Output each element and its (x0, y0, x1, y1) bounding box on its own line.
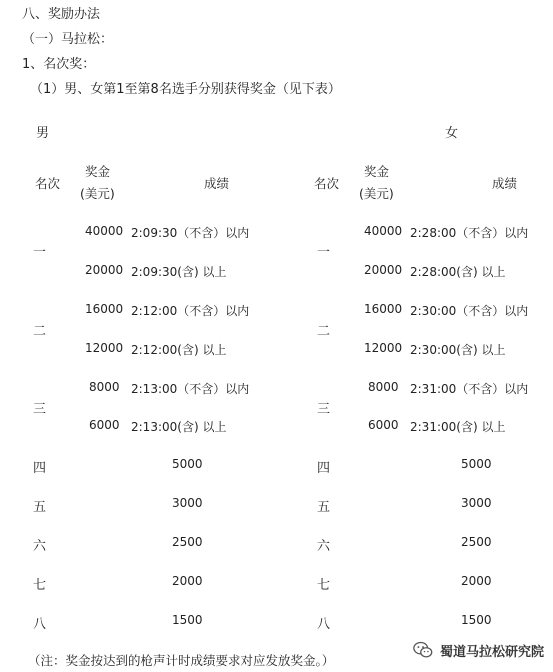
female-col-prize-unit: (美元) (359, 186, 394, 201)
male-prize-6: 2500 (172, 535, 203, 549)
male-rank-1: 一 (33, 245, 47, 260)
female-label: 女 (445, 126, 459, 141)
female-result-2b: 2:30:00(含) 以上 (410, 343, 506, 357)
male-rank-4: 四 (33, 461, 47, 476)
male-result-3a: 2:13:00（不含）以内 (131, 382, 250, 396)
female-result-1b: 2:28:00(含) 以上 (410, 265, 506, 279)
male-label: 男 (36, 126, 50, 141)
male-prize-2a: 16000 (85, 302, 124, 316)
female-rank-2: 二 (317, 324, 331, 339)
female-prize-8: 1500 (461, 613, 492, 627)
female-result-3b: 2:31:00(含) 以上 (410, 420, 506, 434)
female-prize-5: 3000 (461, 496, 492, 510)
male-col-prize-unit: (美元) (80, 186, 115, 201)
female-rank-8: 八 (317, 617, 331, 632)
female-col-rank: 名次 (314, 176, 340, 191)
male-prize-8: 1500 (172, 613, 203, 627)
male-rank-2: 二 (33, 324, 47, 339)
female-result-3a: 2:31:00（不含）以内 (410, 382, 529, 396)
female-rank-1: 一 (317, 245, 331, 260)
female-prize-7: 2000 (461, 574, 492, 588)
male-prize-2b: 12000 (85, 341, 124, 355)
item-description: （1）男、女第1至第8名选手分别获得奖金（见下表） (30, 82, 341, 97)
female-prize-3a: 8000 (368, 380, 399, 394)
female-rank-4: 四 (317, 461, 331, 476)
male-prize-4: 5000 (172, 457, 203, 471)
male-prize-5: 3000 (172, 496, 203, 510)
female-prize-2a: 16000 (364, 302, 403, 316)
male-prize-3b: 6000 (89, 418, 120, 432)
male-result-2b: 2:12:00(含) 以上 (131, 343, 227, 357)
male-prize-1a: 40000 (85, 224, 124, 238)
watermark (408, 637, 548, 663)
female-prize-6: 2500 (461, 535, 492, 549)
male-rank-3: 三 (33, 402, 47, 417)
item-heading: 1、名次奖： (22, 57, 96, 72)
male-rank-5: 五 (33, 500, 47, 515)
male-rank-6: 六 (33, 539, 47, 554)
male-rank-7: 七 (33, 578, 47, 593)
female-rank-6: 六 (317, 539, 331, 554)
female-prize-2b: 12000 (364, 341, 403, 355)
male-col-rank: 名次 (35, 176, 61, 191)
male-col-prize: 奖金 (85, 164, 111, 179)
female-prize-1b: 20000 (364, 263, 403, 277)
male-result-1b: 2:09:30(含) 以上 (131, 265, 227, 279)
female-rank-3: 三 (317, 402, 331, 417)
female-prize-4: 5000 (461, 457, 492, 471)
section-heading: 八、奖励办法 (22, 7, 101, 22)
male-prize-1b: 20000 (85, 263, 124, 277)
male-col-result: 成绩 (204, 176, 230, 191)
female-result-2a: 2:30:00（不含）以内 (410, 304, 529, 318)
female-prize-3b: 6000 (368, 418, 399, 432)
female-prize-1a: 40000 (364, 224, 403, 238)
male-rank-8: 八 (33, 617, 47, 632)
male-result-1a: 2:09:30（不含）以内 (131, 226, 250, 240)
male-result-3b: 2:13:00(含) 以上 (131, 420, 227, 434)
female-rank-7: 七 (317, 578, 331, 593)
female-rank-5: 五 (317, 500, 331, 515)
male-prize-7: 2000 (172, 574, 203, 588)
female-col-prize: 奖金 (364, 164, 390, 179)
male-result-2a: 2:12:00（不含）以内 (131, 304, 250, 318)
male-prize-3a: 8000 (89, 380, 120, 394)
wechat-icon (412, 639, 434, 661)
female-result-1a: 2:28:00（不含）以内 (410, 226, 529, 240)
footnote: （注：奖金按达到的枪声计时成绩要求对应发放奖金。） (28, 653, 335, 668)
watermark-text: 蜀道马拉松研究院 (440, 644, 545, 660)
female-col-result: 成绩 (492, 176, 518, 191)
subsection-heading: （一）马拉松： (22, 32, 114, 47)
